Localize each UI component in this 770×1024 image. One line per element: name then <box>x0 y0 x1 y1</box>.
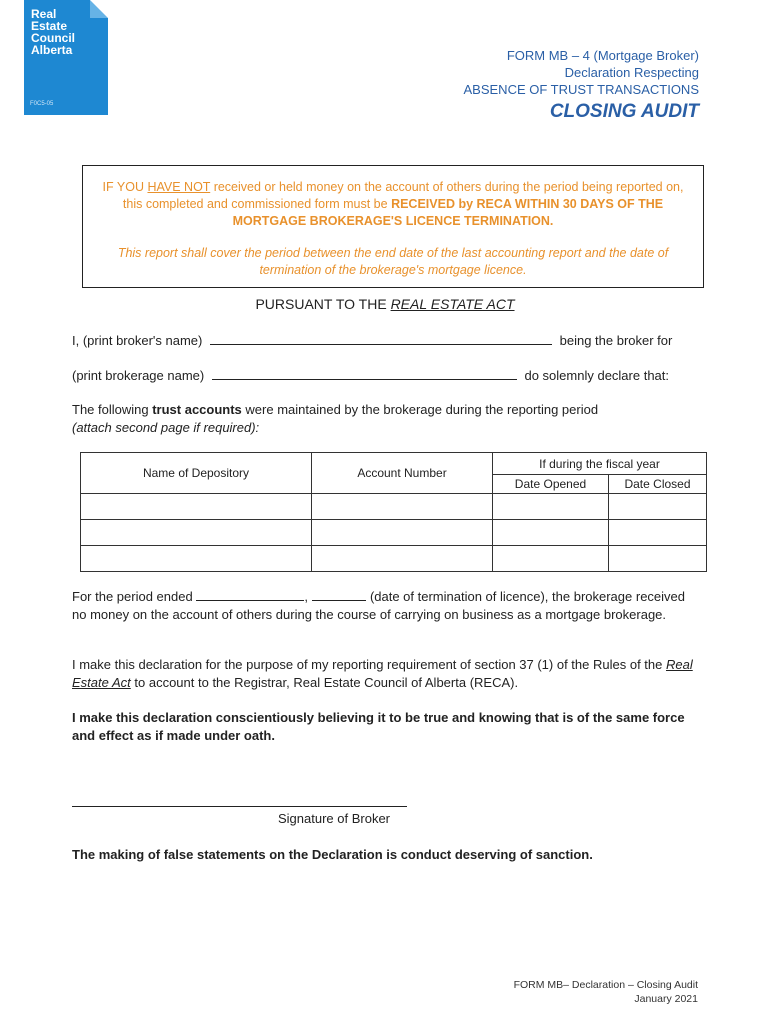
broker-name-label: I, (print broker's name) <box>72 333 203 348</box>
cell-depository[interactable] <box>81 494 312 520</box>
broker-name-field[interactable] <box>210 333 552 345</box>
footer-date: January 2021 <box>634 993 698 1005</box>
cell-date-closed[interactable] <box>609 520 707 546</box>
pursuant-prefix: PURSUANT TO THE <box>255 296 391 312</box>
cell-date-closed[interactable] <box>609 494 707 520</box>
logo-code: F0C5-05 <box>30 101 54 107</box>
logo-line-3: Council <box>31 31 75 45</box>
signature-line[interactable] <box>72 806 407 807</box>
purpose-paragraph <box>72 656 702 692</box>
form-header <box>464 47 700 124</box>
notice-period-note: This report shall cover the period between the end date of the last accounting report and the date of termination of the brokerage's mortgage licence. <box>117 246 669 277</box>
header-depository: Name of Depository <box>81 453 312 494</box>
broker-name-suffix: being the broker for <box>559 333 673 348</box>
header-date-closed: Date Closed <box>609 475 707 494</box>
table-row <box>81 546 707 572</box>
pursuant-act: REAL ESTATE ACT <box>390 296 515 312</box>
form-subtitle: Declaration Respecting <box>564 65 699 80</box>
cell-account-number[interactable] <box>312 546 493 572</box>
table-row <box>81 494 707 520</box>
trust-intro-b: were maintained by the brokerage during the reporting period <box>241 402 599 417</box>
header-fiscal-year: If during the fiscal year <box>493 453 707 475</box>
notice-deadline: RECEIVED by RECA WITHIN 30 DAYS OF THE MORTGAGE BROKERAGE'S LICENCE TERMINATION. <box>232 197 664 228</box>
termination-date-field[interactable] <box>312 589 366 601</box>
logo-line-1: Real <box>31 7 57 21</box>
header-account-number: Account Number <box>312 453 493 494</box>
header-date-opened: Date Opened <box>493 475 609 494</box>
trust-accounts-table <box>80 452 707 572</box>
brokerage-name-label: (print brokerage name) <box>72 368 205 383</box>
brokerage-name-line <box>72 368 669 383</box>
period-paragraph <box>72 588 702 624</box>
brokerage-name-suffix: do solemnly declare that: <box>524 368 670 383</box>
notice-paragraph <box>97 179 689 230</box>
false-statement-warning: The making of false statements on the Declaration is conduct deserving of sanction. <box>72 847 593 862</box>
logo-line-2: Estate <box>31 19 68 33</box>
cell-date-opened[interactable] <box>493 520 609 546</box>
notice-box <box>82 165 704 288</box>
trust-intro <box>72 401 702 437</box>
brokerage-name-field[interactable] <box>212 368 517 380</box>
cell-depository[interactable] <box>81 546 312 572</box>
footer-form-name: FORM MB– Declaration – Closing Audit <box>513 979 698 991</box>
broker-name-line <box>72 333 672 348</box>
period-end-date-field[interactable] <box>196 589 304 601</box>
period-text-a: For the period ended <box>72 589 197 604</box>
trust-intro-note: (attach second page if required): <box>72 420 260 435</box>
reca-logo <box>24 0 108 115</box>
cell-date-closed[interactable] <box>609 546 707 572</box>
page-footer <box>514 978 698 1006</box>
signature-label: Signature of Broker <box>278 811 391 826</box>
table-row <box>81 520 707 546</box>
notice-text-a: IF YOU <box>102 180 148 194</box>
purpose-text-a: I make this declaration for the purpose of my reporting requirement of section 37 (1) of the Rules of the <box>72 657 666 672</box>
logo-line-4: Alberta <box>31 43 73 57</box>
form-subtitle-2: ABSENCE OF TRUST TRANSACTIONS <box>463 82 699 97</box>
period-text-b: (date of termination of licence), the brokerage received no money on the account of others during the course of carrying on business as a mortgage brokerage. <box>72 589 685 622</box>
cell-account-number[interactable] <box>312 520 493 546</box>
purpose-act: Real Estate Act <box>72 657 693 690</box>
period-separator: , <box>304 589 308 604</box>
notice-have-not: HAVE NOT <box>147 180 211 194</box>
pursuant-heading <box>0 296 770 312</box>
cell-date-opened[interactable] <box>493 494 609 520</box>
oath-paragraph: I make this declaration conscientiously believing it to be true and knowing that is of the same force and effect as if made under oath. <box>72 710 685 743</box>
cell-date-opened[interactable] <box>493 546 609 572</box>
table-header-row <box>81 453 707 475</box>
trust-intro-a: The following <box>72 402 153 417</box>
logo-fold <box>90 0 108 18</box>
cell-depository[interactable] <box>81 520 312 546</box>
trust-accounts-label: trust accounts <box>152 402 242 417</box>
form-title: CLOSING AUDIT <box>549 101 699 122</box>
cell-account-number[interactable] <box>312 494 493 520</box>
notice-text-b: received or held money on the account of others during the period being reported on, this completed and commissioned form must be <box>122 180 684 211</box>
form-number: FORM MB – 4 (Mortgage Broker) <box>506 48 699 63</box>
purpose-text-b: to account to the Registrar, Real Estate Council of Alberta (RECA). <box>130 675 519 690</box>
